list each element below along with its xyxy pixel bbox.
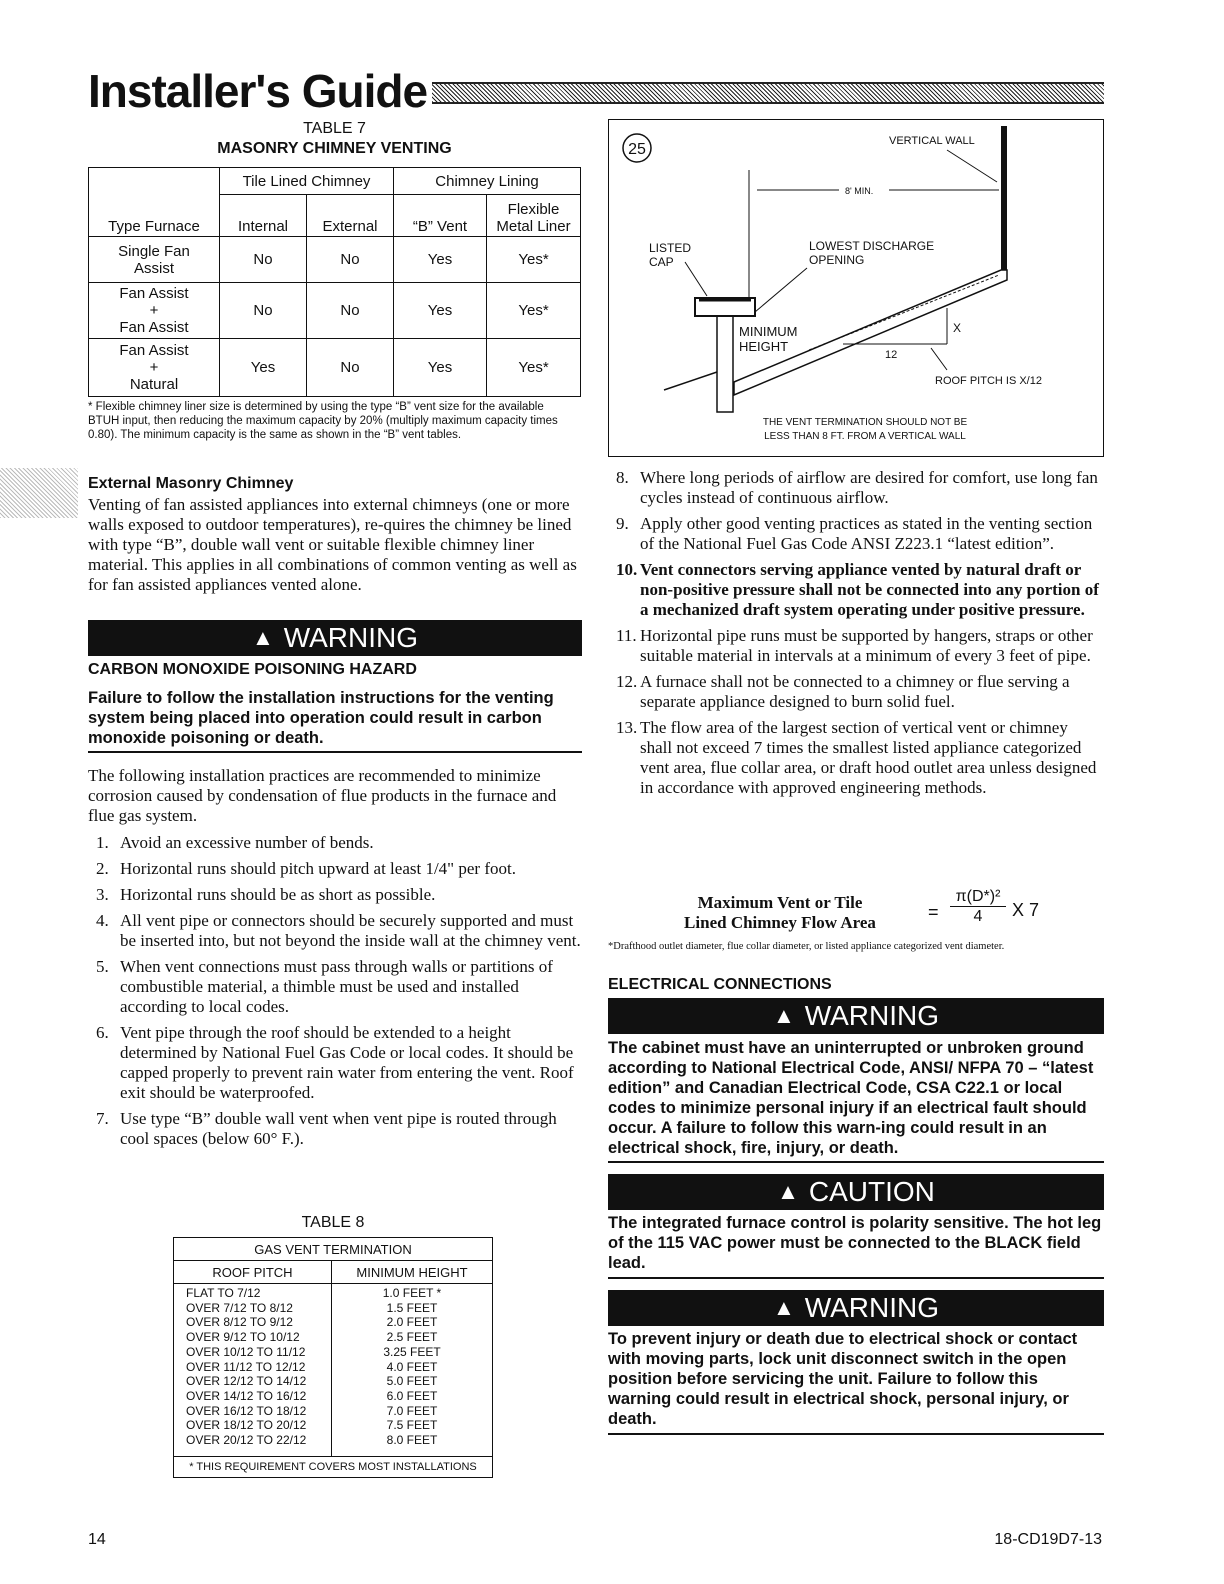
leader-line [947,150,997,182]
caution-text: The integrated furnace control is polarity sensitive. The hot leg of the 115 VAC power must be connected to the BLACK field lead. [608,1214,1102,1272]
warning-banner: ▲ WARNING [608,998,1104,1034]
list-item [608,672,1104,712]
list-item-text: Vent connectors serving appliance vented by natural draft or non-positive pressure shall not be connected into any portion of a mechanized draft system operating under positive pressure. [640,560,1099,619]
formula-footnote: *Drafthood outlet diameter, flue collar diameter, or listed appliance categorized vent diameter. [608,941,1005,952]
vent-termination-diagram [609,120,1103,456]
table-row: Fan Assist + Fan Assist No No Yes Yes* [89,283,581,339]
list-item [88,859,582,879]
minimum-height-cell: 2.5 FEET [386,1330,438,1345]
minimum-label: MINIMUM [739,324,798,339]
minimum-height-cell: 1.0 FEET * [382,1286,442,1300]
table8-footnote: * THIS REQUIREMENT COVERS MOST INSTALLATIONS [174,1457,493,1478]
list-item [88,1023,582,1103]
list-item-text: When vent connections must pass through walls or partitions of combustible material, a thimble must be used and installed according to local codes. [120,957,553,1016]
list-item [608,468,1104,508]
table7-footnote: * Flexible chimney liner size is determined by using the type “B” vent size for the available BTUH input, then reducing the maximum capacity by 20% (multiply maximum capacity times 0.80). The minimum capacity is the same as shown in the “B” vent tables. [88,401,558,441]
vertical-wall [1001,126,1007,280]
practices-intro: The following installation practices are recommended to minimize corrosion caused by condensation of flue products in the furnace and flue gas system. [88,766,557,825]
margin-change-bar [0,468,78,518]
min-distance-label: 8' MIN. [845,186,874,196]
divider [608,1433,1104,1435]
list-item-text: A furnace shall not be connected to a chimney or flue serving a separate appliance designed to burn solid fuel. [640,672,1070,711]
divider [608,1161,1104,1163]
table-row: Single Fan Assist No No Yes Yes* [89,237,581,283]
list-item-number: 12. [616,672,638,691]
cap-label: CAP [649,255,674,269]
figure-caption-line1: THE VENT TERMINATION SHOULD NOT BE [762,417,968,428]
header-rule [432,82,1104,104]
list-item [88,885,582,905]
external-masonry-heading: External Masonry Chimney [88,475,294,492]
table7-title: MASONRY CHIMNEY VENTING [217,140,452,157]
page-number: 14 [88,1531,106,1548]
formula-label: Maximum Vent or Tile Lined Chimney Flow Area [684,893,876,932]
formula-equals: = [928,902,939,922]
list-item-number: 1. [96,833,109,852]
table7-col-external: External [307,195,394,237]
formula-denominator: 4 [973,908,983,925]
roof-pitch-cell: OVER 12/12 TO 14/12 [186,1374,307,1389]
minimum-height-cell: 6.0 FEET [386,1388,438,1403]
list-item [88,833,582,853]
table8-caption: TABLE 8 [301,1214,365,1231]
electrical-heading: ELECTRICAL CONNECTIONS [608,976,832,993]
list-item-number: 2. [96,859,109,878]
list-item-text: Avoid an excessive number of bends. [120,833,374,852]
caution-triangle-icon: ▲ [777,1179,799,1204]
divider [608,1277,1104,1279]
roof-pitch-label: ROOF PITCH IS X/12 [935,375,1042,387]
list-item-number: 6. [96,1023,109,1042]
external-masonry-text: Venting of fan assisted appliances into external chimneys (one or more walls exposed to outdoor temperatures), re-quires the chimney be lined with type “B”, double wall vent or suitable flexible chimney liner material. This applies in all combinations of common venting as well as for fan assisted appliances vented alone. [88,495,577,594]
warning-banner: ▲ WARNING [608,1290,1104,1326]
list-item-number: 11. [616,626,637,645]
list-item-text: All vent pipe or connectors should be securely supported and must be inserted into, but not beyond the inside wall at the chimney vent. [120,911,581,950]
minimum-height-cell: 1.5 FEET [386,1300,438,1315]
page-title: Installer's Guide [88,65,428,117]
list-item [88,957,582,1017]
hazard-title: CARBON MONOXIDE POISONING HAZARD [88,661,417,678]
roof-pitch-cell: OVER 10/12 TO 11/12 [186,1344,306,1359]
formula-multiplier: X 7 [1012,900,1040,920]
table8-col-height: MINIMUM HEIGHT [332,1261,493,1284]
warning-triangle-icon: ▲ [251,625,274,650]
figure-number: 25 [628,141,646,158]
table8-title: GAS VENT TERMINATION [174,1238,493,1261]
roof-left [664,372,717,390]
table-row: Fan Assist + Natural Yes No Yes Yes* [89,339,581,397]
table7-col-internal: Internal [220,195,307,237]
list-item-text: Where long periods of airflow are desired for comfort, use long fan cycles instead of continuous airflow. [640,468,1098,507]
warning-text: Failure to follow the installation instructions for the venting system being placed into operation could result in carbon monoxide poisoning or death. [88,689,554,747]
minimum-height-cell: 7.0 FEET [386,1403,438,1418]
divider [88,751,582,753]
warning-banner: ▲ WARNING [88,620,582,656]
list-item [88,911,582,951]
roof-pitch-cell: OVER 7/12 TO 8/12 [186,1300,293,1315]
list-item-number: 7. [96,1109,109,1128]
table8-col-pitch: ROOF PITCH [174,1261,332,1284]
list-item-text: Horizontal runs should be as short as possible. [120,885,436,904]
list-item [88,1109,582,1149]
list-item-number: 10. [616,560,638,579]
roof-pitch-cell: OVER 16/12 TO 18/12 [186,1403,307,1418]
height-label: HEIGHT [739,339,789,354]
roof-pitch-cell: OVER 14/12 TO 16/12 [186,1388,307,1403]
list-item-text: Horizontal pipe runs must be supported by hangers, straps or other suitable material in intervals at a minimum of every 3 feet of pipe. [640,626,1093,665]
table8-pitch-column [174,1284,332,1457]
roof-pitch-cell: OVER 9/12 TO 10/12 [186,1330,300,1345]
minimum-height-cell: 5.0 FEET [386,1374,438,1389]
vertical-wall-label: VERTICAL WALL [889,135,975,147]
electrical-warning-text: The cabinet must have an uninterrupted or unbroken ground according to National Electrical Code, ANSI/ NFPA 70 – “latest edition” and Canadian Electrical Code, CSA C22.1 or local codes to minimize personal injury if an electrical fault should occur. A failure to follow this warn-ing could result in an electrical shock, fire, injury, or death. [608,1039,1094,1157]
roof-pitch-cell: FLAT TO 7/12 [186,1286,261,1300]
formula-numerator: π(D*)² [950,888,1006,907]
list-item [608,718,1104,798]
table7-caption [88,119,581,159]
vent-pipe [717,316,733,412]
list-item-number: 9. [616,514,629,533]
table7-col-type: Type Furnace [89,195,220,237]
roof-pitch-cell: OVER 11/12 TO 12/12 [186,1359,306,1374]
list-item-number: 13. [616,718,638,737]
minimum-height-cell: 2.0 FEET [386,1315,438,1330]
practices-list [88,833,582,1155]
opening-label: OPENING [809,253,865,267]
list-item-number: 5. [96,957,109,976]
list-item [608,560,1104,620]
caution-banner: ▲ CAUTION [608,1174,1104,1210]
list-item-text: The flow area of the largest section of vertical vent or chimney shall not exceed 7 times the smallest listed appliance categorized vent area, flue collar area, or draft hood outlet area unless designed in accordance with approved engineering methods. [640,718,1097,797]
warning-triangle-icon: ▲ [772,1295,795,1320]
lowest-discharge-label: LOWEST DISCHARGE [809,239,935,253]
minimum-height-cell: 7.5 FEET [386,1418,438,1433]
table8 [173,1237,493,1478]
electrical-warning2-text: To prevent injury or death due to electrical shock or contact with moving parts, lock unit disconnect switch in the open position before servicing the unit. Failure to follow this warning could result in electrical shock, personal injury, or death. [608,1330,1078,1428]
table7-col-flex: Flexible Metal Liner [487,195,581,237]
list-item-text: Use type “B” double wall vent when vent pipe is routed through cool spaces (below 60° F.). [120,1109,557,1148]
minimum-height-cell: 3.25 FEET [383,1344,441,1359]
list-item-number: 8. [616,468,629,487]
twelve-label: 12 [885,349,898,361]
table7-group-tile: Tile Lined Chimney [220,168,394,195]
table7-number: TABLE 7 [303,120,366,137]
roof-pitch-cell: OVER 20/12 TO 22/12 [186,1433,307,1448]
list-item [608,514,1104,554]
practices-list-continued [608,468,1104,804]
warning-triangle-icon: ▲ [772,1003,795,1028]
table7 [88,167,581,397]
figure-caption-line2: LESS THAN 8 FT. FROM A VERTICAL WALL [764,431,966,442]
table7-group-lining: Chimney Lining [394,168,581,195]
listed-label: LISTED [649,241,692,255]
roof-pitch-cell: OVER 8/12 TO 9/12 [186,1315,293,1330]
minimum-height-cell: 8.0 FEET [386,1433,438,1448]
list-item-number: 3. [96,885,109,904]
list-item-text: Apply other good venting practices as stated in the venting section of the National Fuel Gas Code ANSI Z223.1 “latest edition”. [640,514,1093,553]
x-label: X [953,321,962,335]
document-code: 18-CD19D7-13 [994,1531,1102,1548]
minimum-height-cell: 4.0 FEET [386,1359,438,1374]
table7-col-bvent: “B” Vent [394,195,487,237]
list-item-number: 4. [96,911,109,930]
table8-height-column [332,1284,493,1457]
list-item-text: Horizontal runs should pitch upward at least 1/4" per foot. [120,859,516,878]
list-item [608,626,1104,666]
list-item-text: Vent pipe through the roof should be extended to a height determined by National Fuel Gas Code or local codes. It should be capped properly to prevent rain water from entering the vent. Roof exit should be waterproofed. [120,1023,574,1102]
figure-25 [608,119,1104,457]
roof-pitch-cell: OVER 18/12 TO 20/12 [186,1418,307,1433]
